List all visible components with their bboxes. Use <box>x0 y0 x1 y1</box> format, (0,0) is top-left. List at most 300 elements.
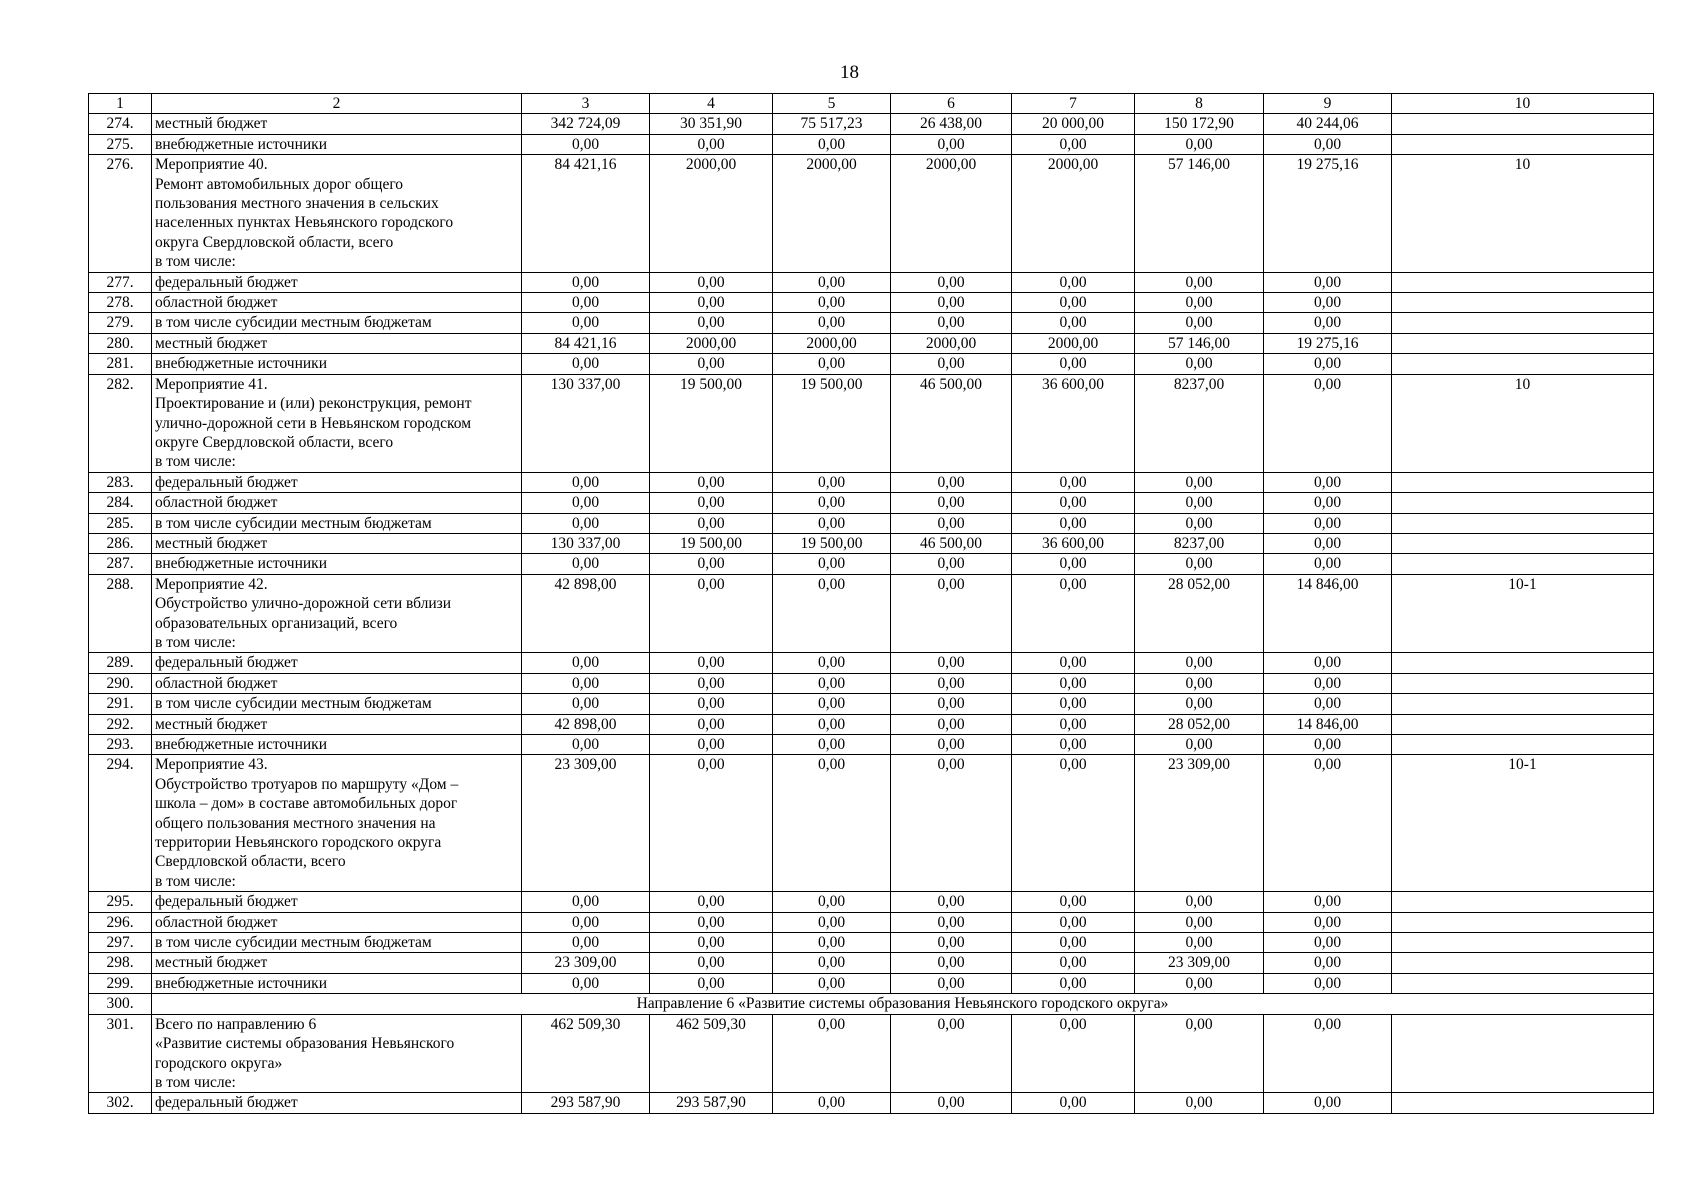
row-number: 285. <box>89 513 152 533</box>
description-line: федеральный бюджет <box>155 473 298 491</box>
table-row <box>89 134 1654 154</box>
description-line: в том числе: <box>155 253 236 271</box>
row-number: 274. <box>89 114 152 134</box>
value-cell-col7: 0,00 <box>1012 694 1135 714</box>
value-cell-col7: 0,00 <box>1012 134 1135 154</box>
target-index-cell <box>1392 953 1654 973</box>
value-cell-col9: 0,00 <box>1264 735 1392 755</box>
value-cell-col7: 0,00 <box>1012 1093 1135 1113</box>
value-cell-col8: 0,00 <box>1135 513 1264 533</box>
value-cell-col7: 0,00 <box>1012 574 1135 653</box>
value-cell-col6: 0,00 <box>891 272 1012 292</box>
value-cell-col4: 0,00 <box>650 892 773 912</box>
value-cell-col4: 0,00 <box>650 714 773 734</box>
target-index-cell <box>1392 513 1654 533</box>
table-row <box>89 973 1654 993</box>
value-cell-col5: 0,00 <box>773 933 891 953</box>
description-line: внебюджетные источники <box>155 355 327 373</box>
value-cell-col8: 28 052,00 <box>1135 714 1264 734</box>
value-cell-col4: 30 351,90 <box>650 114 773 134</box>
table-row <box>89 755 1654 892</box>
description-line: в том числе: <box>155 453 236 471</box>
table-row <box>89 912 1654 932</box>
description-line: федеральный бюджет <box>155 893 298 911</box>
description-line: территории Невьянского городского округа <box>155 834 442 852</box>
value-cell-col5: 2000,00 <box>773 155 891 272</box>
value-cell-col7: 0,00 <box>1012 755 1135 892</box>
value-cell-col4: 0,00 <box>650 513 773 533</box>
value-cell-col5: 0,00 <box>773 574 891 653</box>
value-cell-col7: 20 000,00 <box>1012 114 1135 134</box>
value-cell-col6: 2000,00 <box>891 333 1012 353</box>
value-cell-col7: 0,00 <box>1012 653 1135 673</box>
value-cell-col5: 0,00 <box>773 912 891 932</box>
description-line: образовательных организаций, всего <box>155 614 398 632</box>
value-cell-col5: 0,00 <box>773 354 891 374</box>
row-description <box>152 272 522 292</box>
description-line: Мероприятие 43. <box>155 756 268 774</box>
value-cell-col8: 0,00 <box>1135 973 1264 993</box>
value-cell-col9: 0,00 <box>1264 134 1392 154</box>
description-line: Обустройство тротуаров по маршруту «Дом – <box>155 775 459 793</box>
value-cell-col8: 0,00 <box>1135 272 1264 292</box>
row-description <box>152 735 522 755</box>
row-description <box>152 513 522 533</box>
value-cell-col5: 0,00 <box>773 313 891 333</box>
value-cell-col6: 0,00 <box>891 574 1012 653</box>
value-cell-col8: 57 146,00 <box>1135 333 1264 353</box>
page-number: 18 <box>840 62 859 83</box>
row-description <box>152 472 522 492</box>
table-row <box>89 714 1654 734</box>
value-cell-col9: 0,00 <box>1264 313 1392 333</box>
value-cell-col6: 0,00 <box>891 554 1012 574</box>
value-cell-col4: 0,00 <box>650 933 773 953</box>
value-cell-col4: 0,00 <box>650 493 773 513</box>
target-index-cell <box>1392 333 1654 353</box>
value-cell-col3: 42 898,00 <box>522 714 650 734</box>
row-number: 293. <box>89 735 152 755</box>
table-row <box>89 1014 1654 1093</box>
budget-table <box>88 93 1654 1114</box>
row-number: 291. <box>89 694 152 714</box>
target-index-cell <box>1392 892 1654 912</box>
row-description <box>152 354 522 374</box>
value-cell-col9: 14 846,00 <box>1264 574 1392 653</box>
header-cell: 4 <box>650 94 773 114</box>
value-cell-col6: 46 500,00 <box>891 374 1012 472</box>
target-index-cell: 10 <box>1392 155 1654 272</box>
value-cell-col5: 0,00 <box>773 953 891 973</box>
value-cell-col7: 0,00 <box>1012 892 1135 912</box>
description-line: федеральный бюджет <box>155 654 298 672</box>
value-cell-col8: 0,00 <box>1135 472 1264 492</box>
value-cell-col6: 0,00 <box>891 933 1012 953</box>
row-number: 298. <box>89 953 152 973</box>
value-cell-col9: 0,00 <box>1264 374 1392 472</box>
description-line: внебюджетные источники <box>155 555 327 573</box>
value-cell-col8: 0,00 <box>1135 134 1264 154</box>
target-index-cell <box>1392 533 1654 553</box>
value-cell-col8: 28 052,00 <box>1135 574 1264 653</box>
description-line: улично-дорожной сети в Невьянском городском <box>155 414 472 432</box>
table-row <box>89 694 1654 714</box>
row-number: 297. <box>89 933 152 953</box>
value-cell-col5: 0,00 <box>773 714 891 734</box>
value-cell-col9: 0,00 <box>1264 694 1392 714</box>
target-index-cell <box>1392 673 1654 693</box>
row-number: 302. <box>89 1093 152 1113</box>
value-cell-col4: 0,00 <box>650 554 773 574</box>
value-cell-col9: 0,00 <box>1264 354 1392 374</box>
header-cell: 7 <box>1012 94 1135 114</box>
target-index-cell <box>1392 272 1654 292</box>
description-line: населенных пунктах Невьянского городского <box>155 214 454 232</box>
value-cell-col5: 19 500,00 <box>773 374 891 472</box>
table-row <box>89 735 1654 755</box>
header-cell: 6 <box>891 94 1012 114</box>
row-number: 300. <box>89 994 152 1014</box>
target-index-cell <box>1392 1093 1654 1113</box>
target-index-cell <box>1392 293 1654 313</box>
description-line: областной бюджет <box>155 674 278 692</box>
value-cell-col5: 0,00 <box>773 1093 891 1113</box>
table-row <box>89 554 1654 574</box>
description-line: внебюджетные источники <box>155 736 327 753</box>
row-number: 280. <box>89 333 152 353</box>
value-cell-col3: 293 587,90 <box>522 1093 650 1113</box>
value-cell-col7: 0,00 <box>1012 313 1135 333</box>
value-cell-col8: 0,00 <box>1135 892 1264 912</box>
value-cell-col9: 0,00 <box>1264 493 1392 513</box>
description-line: местный бюджет <box>155 534 268 552</box>
header-cell: 8 <box>1135 94 1264 114</box>
table-body <box>89 94 1654 1114</box>
row-description <box>152 533 522 553</box>
value-cell-col9: 0,00 <box>1264 533 1392 553</box>
row-number: 299. <box>89 973 152 993</box>
value-cell-col9: 40 244,06 <box>1264 114 1392 134</box>
description-line: школа – дом» в составе автомобильных дорог <box>155 795 458 813</box>
value-cell-col4: 19 500,00 <box>650 533 773 553</box>
value-cell-col4: 0,00 <box>650 574 773 653</box>
value-cell-col6: 0,00 <box>891 1014 1012 1093</box>
value-cell-col3: 0,00 <box>522 673 650 693</box>
value-cell-col3: 0,00 <box>522 472 650 492</box>
description-line: в том числе субсидии местным бюджетам <box>155 314 432 332</box>
description-line: областной бюджет <box>155 494 278 512</box>
row-description <box>152 953 522 973</box>
value-cell-col3: 23 309,00 <box>522 755 650 892</box>
value-cell-col3: 84 421,16 <box>522 155 650 272</box>
value-cell-col5: 2000,00 <box>773 333 891 353</box>
value-cell-col4: 0,00 <box>650 313 773 333</box>
value-cell-col7: 0,00 <box>1012 272 1135 292</box>
value-cell-col9: 0,00 <box>1264 933 1392 953</box>
row-description <box>152 694 522 714</box>
target-index-cell: 10-1 <box>1392 755 1654 892</box>
value-cell-col3: 0,00 <box>522 313 650 333</box>
target-index-cell <box>1392 714 1654 734</box>
value-cell-col9: 0,00 <box>1264 755 1392 892</box>
target-index-cell <box>1392 973 1654 993</box>
row-description <box>152 973 522 993</box>
value-cell-col7: 0,00 <box>1012 472 1135 492</box>
value-cell-col3: 0,00 <box>522 354 650 374</box>
value-cell-col7: 0,00 <box>1012 714 1135 734</box>
value-cell-col8: 0,00 <box>1135 694 1264 714</box>
value-cell-col4: 0,00 <box>650 973 773 993</box>
value-cell-col9: 0,00 <box>1264 513 1392 533</box>
value-cell-col8: 23 309,00 <box>1135 953 1264 973</box>
value-cell-col4: 0,00 <box>650 293 773 313</box>
table-row <box>89 472 1654 492</box>
target-index-cell: 10 <box>1392 374 1654 472</box>
table-row <box>89 354 1654 374</box>
description-line: Мероприятие 41. <box>155 375 268 393</box>
description-line: Ремонт автомобильных дорог общего <box>155 175 404 193</box>
row-number: 292. <box>89 714 152 734</box>
value-cell-col9: 0,00 <box>1264 912 1392 932</box>
row-number: 301. <box>89 1014 152 1093</box>
value-cell-col9: 19 275,16 <box>1264 333 1392 353</box>
row-description <box>152 155 522 272</box>
value-cell-col5: 19 500,00 <box>773 533 891 553</box>
value-cell-col5: 0,00 <box>773 493 891 513</box>
description-line: общего пользования местного значения на <box>155 814 436 832</box>
value-cell-col3: 342 724,09 <box>522 114 650 134</box>
value-cell-col4: 0,00 <box>650 755 773 892</box>
value-cell-col7: 0,00 <box>1012 933 1135 953</box>
value-cell-col5: 0,00 <box>773 653 891 673</box>
description-line: округа Свердловской области, всего <box>155 233 394 251</box>
value-cell-col3: 0,00 <box>522 134 650 154</box>
value-cell-col6: 0,00 <box>891 513 1012 533</box>
value-cell-col7: 36 600,00 <box>1012 374 1135 472</box>
row-description <box>152 755 522 892</box>
value-cell-col9: 0,00 <box>1264 973 1392 993</box>
target-index-cell <box>1392 493 1654 513</box>
description-line: в том числе: <box>155 1073 236 1091</box>
value-cell-col8: 150 172,90 <box>1135 114 1264 134</box>
value-cell-col7: 0,00 <box>1012 673 1135 693</box>
value-cell-col5: 0,00 <box>773 272 891 292</box>
value-cell-col3: 0,00 <box>522 513 650 533</box>
value-cell-col3: 0,00 <box>522 933 650 953</box>
value-cell-col5: 0,00 <box>773 755 891 892</box>
value-cell-col6: 0,00 <box>891 912 1012 932</box>
value-cell-col4: 0,00 <box>650 953 773 973</box>
row-number: 290. <box>89 673 152 693</box>
row-number: 287. <box>89 554 152 574</box>
value-cell-col8: 0,00 <box>1135 1093 1264 1113</box>
value-cell-col8: 0,00 <box>1135 933 1264 953</box>
value-cell-col5: 0,00 <box>773 973 891 993</box>
row-description <box>152 293 522 313</box>
description-line: Мероприятие 42. <box>155 575 268 593</box>
value-cell-col7: 0,00 <box>1012 912 1135 932</box>
value-cell-col7: 0,00 <box>1012 493 1135 513</box>
row-number: 294. <box>89 755 152 892</box>
table-row <box>89 293 1654 313</box>
description-line: федеральный бюджет <box>155 273 298 291</box>
row-description <box>152 892 522 912</box>
value-cell-col6: 0,00 <box>891 735 1012 755</box>
header-cell: 1 <box>89 94 152 114</box>
value-cell-col6: 0,00 <box>891 1093 1012 1113</box>
value-cell-col5: 0,00 <box>773 735 891 755</box>
value-cell-col6: 0,00 <box>891 134 1012 154</box>
value-cell-col3: 462 509,30 <box>522 1014 650 1093</box>
table-row <box>89 994 1654 1014</box>
row-number: 282. <box>89 374 152 472</box>
table-row <box>89 673 1654 693</box>
value-cell-col8: 0,00 <box>1135 673 1264 693</box>
value-cell-col3: 130 337,00 <box>522 374 650 472</box>
value-cell-col3: 0,00 <box>522 912 650 932</box>
value-cell-col3: 0,00 <box>522 293 650 313</box>
table-row <box>89 114 1654 134</box>
value-cell-col8: 8237,00 <box>1135 374 1264 472</box>
value-cell-col6: 0,00 <box>891 892 1012 912</box>
value-cell-col4: 2000,00 <box>650 155 773 272</box>
target-index-cell <box>1392 933 1654 953</box>
value-cell-col8: 0,00 <box>1135 912 1264 932</box>
value-cell-col6: 0,00 <box>891 293 1012 313</box>
description-line: Обустройство улично-дорожной сети вблизи <box>155 595 452 613</box>
description-line: Мероприятие 40. <box>155 156 268 174</box>
value-cell-col8: 0,00 <box>1135 313 1264 333</box>
header-cell: 5 <box>773 94 891 114</box>
table-row <box>89 933 1654 953</box>
value-cell-col9: 0,00 <box>1264 953 1392 973</box>
description-line: местный бюджет <box>155 334 268 352</box>
value-cell-col7: 0,00 <box>1012 735 1135 755</box>
table-row <box>89 892 1654 912</box>
header-cell: 3 <box>522 94 650 114</box>
table-row <box>89 493 1654 513</box>
value-cell-col6: 0,00 <box>891 755 1012 892</box>
row-number: 284. <box>89 493 152 513</box>
value-cell-col6: 0,00 <box>891 953 1012 973</box>
row-number: 276. <box>89 155 152 272</box>
value-cell-col5: 0,00 <box>773 1014 891 1093</box>
value-cell-col5: 0,00 <box>773 892 891 912</box>
value-cell-col8: 0,00 <box>1135 354 1264 374</box>
row-description <box>152 933 522 953</box>
value-cell-col7: 36 600,00 <box>1012 533 1135 553</box>
value-cell-col4: 0,00 <box>650 673 773 693</box>
table-row <box>89 1093 1654 1113</box>
value-cell-col6: 0,00 <box>891 694 1012 714</box>
value-cell-col6: 0,00 <box>891 354 1012 374</box>
row-description <box>152 574 522 653</box>
row-number: 283. <box>89 472 152 492</box>
row-number: 277. <box>89 272 152 292</box>
value-cell-col4: 0,00 <box>650 272 773 292</box>
target-index-cell <box>1392 653 1654 673</box>
description-line: пользования местного значения в сельских <box>155 195 439 213</box>
value-cell-col9: 0,00 <box>1264 673 1392 693</box>
table-row <box>89 574 1654 653</box>
target-index-cell <box>1392 1014 1654 1093</box>
value-cell-col6: 0,00 <box>891 653 1012 673</box>
value-cell-col8: 0,00 <box>1135 653 1264 673</box>
value-cell-col9: 0,00 <box>1264 293 1392 313</box>
description-line: городского округа» <box>155 1054 283 1072</box>
row-description <box>152 554 522 574</box>
target-index-cell: 10-1 <box>1392 574 1654 653</box>
description-line: областной бюджет <box>155 913 278 931</box>
value-cell-col9: 0,00 <box>1264 892 1392 912</box>
value-cell-col4: 2000,00 <box>650 333 773 353</box>
value-cell-col7: 0,00 <box>1012 953 1135 973</box>
value-cell-col6: 46 500,00 <box>891 533 1012 553</box>
value-cell-col7: 2000,00 <box>1012 333 1135 353</box>
value-cell-col5: 0,00 <box>773 554 891 574</box>
table-row <box>89 333 1654 353</box>
table-row <box>89 513 1654 533</box>
value-cell-col5: 0,00 <box>773 293 891 313</box>
value-cell-col4: 293 587,90 <box>650 1093 773 1113</box>
row-number: 286. <box>89 533 152 553</box>
value-cell-col3: 0,00 <box>522 272 650 292</box>
value-cell-col3: 0,00 <box>522 973 650 993</box>
value-cell-col8: 0,00 <box>1135 554 1264 574</box>
value-cell-col6: 0,00 <box>891 673 1012 693</box>
header-cell: 2 <box>152 94 522 114</box>
value-cell-col3: 0,00 <box>522 892 650 912</box>
table-row <box>89 155 1654 272</box>
description-line: Свердловской области, всего <box>155 853 346 871</box>
target-index-cell <box>1392 735 1654 755</box>
description-line: округе Свердловской области, всего <box>155 433 394 451</box>
table-row <box>89 533 1654 553</box>
value-cell-col5: 0,00 <box>773 673 891 693</box>
value-cell-col8: 8237,00 <box>1135 533 1264 553</box>
target-index-cell <box>1392 114 1654 134</box>
value-cell-col4: 19 500,00 <box>650 374 773 472</box>
description-line: местный бюджет <box>155 115 268 133</box>
value-cell-col4: 462 509,30 <box>650 1014 773 1093</box>
value-cell-col9: 0,00 <box>1264 472 1392 492</box>
value-cell-col7: 0,00 <box>1012 354 1135 374</box>
value-cell-col3: 84 421,16 <box>522 333 650 353</box>
value-cell-col6: 26 438,00 <box>891 114 1012 134</box>
target-index-cell <box>1392 354 1654 374</box>
value-cell-col8: 23 309,00 <box>1135 755 1264 892</box>
row-description <box>152 313 522 333</box>
value-cell-col6: 0,00 <box>891 313 1012 333</box>
value-cell-col7: 0,00 <box>1012 1014 1135 1093</box>
row-number: 275. <box>89 134 152 154</box>
value-cell-col5: 0,00 <box>773 472 891 492</box>
direction-title: Направление 6 «Развитие системы образования Невьянского городского округа» <box>152 994 1654 1014</box>
row-number: 281. <box>89 354 152 374</box>
description-line: внебюджетные источники <box>155 135 327 153</box>
value-cell-col6: 0,00 <box>891 973 1012 993</box>
row-description <box>152 333 522 353</box>
header-cell: 10 <box>1392 94 1654 114</box>
value-cell-col5: 75 517,23 <box>773 114 891 134</box>
target-index-cell <box>1392 912 1654 932</box>
description-line: в том числе субсидии местным бюджетам <box>155 934 432 952</box>
table-row <box>89 953 1654 973</box>
value-cell-col9: 0,00 <box>1264 1093 1392 1113</box>
value-cell-col8: 0,00 <box>1135 735 1264 755</box>
value-cell-col7: 0,00 <box>1012 513 1135 533</box>
value-cell-col7: 0,00 <box>1012 554 1135 574</box>
